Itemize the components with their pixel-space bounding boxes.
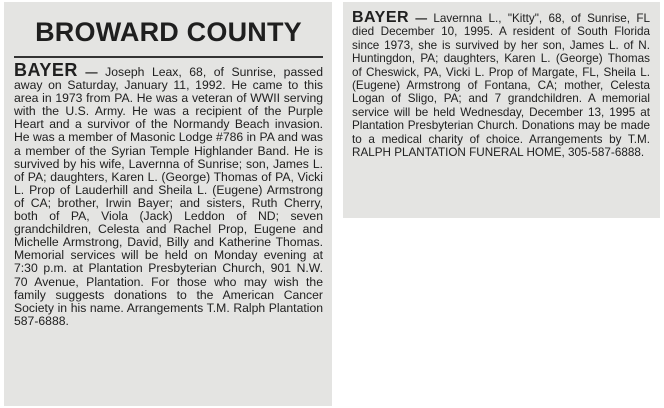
header-divider	[14, 56, 323, 58]
obituary-dash: —	[415, 12, 428, 25]
section-header: BROWARD COUNTY	[35, 17, 302, 47]
obituary-body: Lavernna L., "Kitty", 68, of Sunrise, FL died December 10, 1995. A resident of South Florida since 1973, she is survived by her son, James L. of N. Huntingdon, PA; daughters, Karen L. (George) Thomas of Cheswick, PA, Vicki L. Prop of Margate, FL, Sheila L. (Eugene) Armstrong of Fontana, CA; mother, Celesta Logan of Sligo, PA; and 7 grandchildren. A memorial service will be held Wednesday, December 13, 1995 at Plantation Presbyterian Church. Donations may be made to a medical charity of choice. Arrangements by T.M. RALPH PLANTATION FUNERAL HOME, 305-587-6888.	[352, 12, 650, 160]
obituary-clipping-lavernna-bayer	[343, 2, 660, 218]
obituary-body: Joseph Leax, 68, of Sunrise, passed away on Saturday, January 11, 1992. He came to this area in 1973 from PA. He was a veteran of WWII serving with the U.S. Army. He was a recipient of the Purple Heart and a survivor of the Normandy Beach invasion. He was a member of Masonic Lodge #786 in PA and was a member of the Syrian Temple Highlander Band. He is survived by his wife, Lavernna of Sunrise; son, James L. of PA; daughters, Karen L. (George) Thomas of PA, Vicki L. Prop of Lauderhill and Sheila L. (Eugene) Armstrong of CA; brother, Irwin Bayer; and sisters, Ruth Cherry, both of PA, Viola (Jack) Leddon of ND; seven grandchildren, Celesta and Rachel Prop, Eugene and Michelle Armstrong, David, Billy and Katherine Thomas. Memorial services will be held on Monday evening at 7:30 p.m. at Plantation Presbyterian Church, 901 N.W. 70 Avenue, Plantation. For those who may wish the family suggests donations to the American Cancer Society in his name. Arrangements T.M. Ralph Plantation 587-6888.	[14, 65, 323, 328]
obituary-dash: —	[85, 65, 98, 79]
obituary-surname: BAYER	[352, 9, 410, 26]
obituary-text	[14, 60, 323, 328]
obituary-surname: BAYER	[14, 60, 78, 80]
obituary-clipping-joseph-bayer	[4, 2, 332, 406]
obituary-text	[352, 11, 650, 159]
